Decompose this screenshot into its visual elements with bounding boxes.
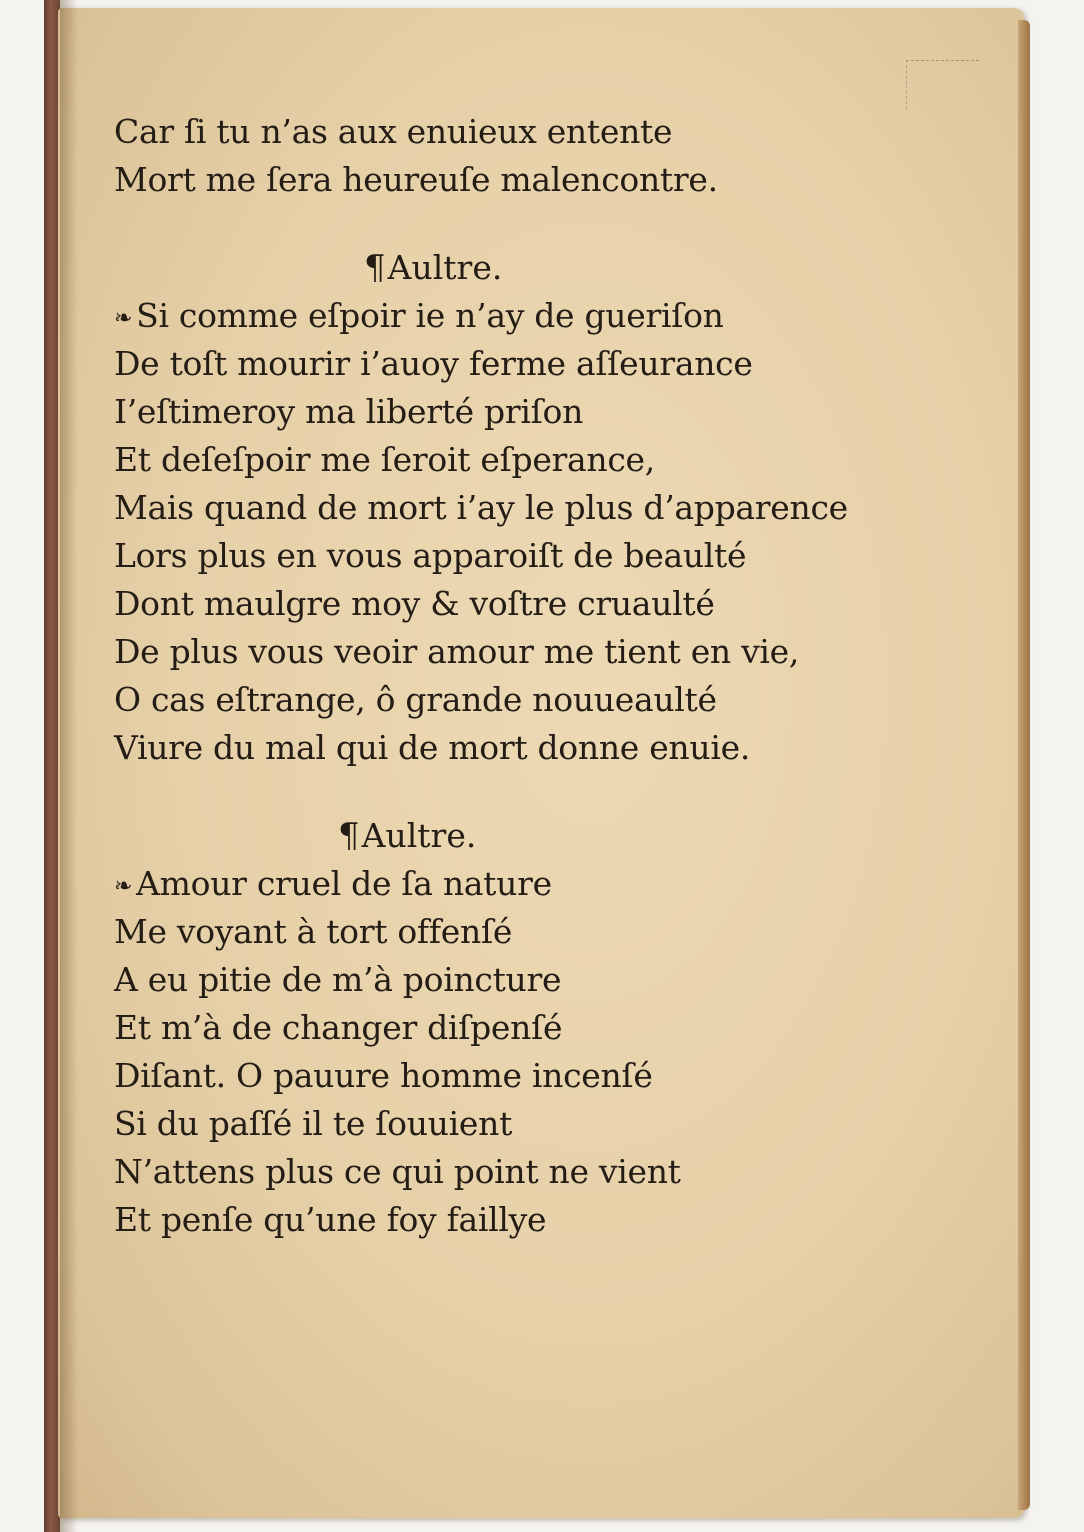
pilcrow-icon: ¶ [338,816,360,856]
verse-line: A eu pitie de m’à poincture [114,960,562,999]
book-page [58,8,1024,1518]
verse-line: Diſant. O pauure homme incenſé [114,1056,653,1095]
heading-text: Aultre. [361,816,477,855]
verse-line: Car ſi tu n’as aux enuieux entente [114,112,673,151]
verse-line: I’eſtimeroy ma liberté priſon [114,392,584,431]
verse-line: ❧ Amour cruel de ſa nature [114,860,974,908]
section-heading [114,812,974,860]
verse-line: De toſt mourir i’auoy ferme aſſeurance [114,344,753,383]
verse-line: Lors plus en vous apparoiſt de beaulté [114,536,747,575]
page-text [114,108,974,1244]
pilcrow-icon: ¶ [364,248,386,288]
verse-line: Et penſe qu’une foy faillye [114,1200,547,1239]
verse-line: ❧ Si comme eſpoir ie n’ay de gueriſon [114,292,974,340]
page-edge [1018,20,1030,1510]
verse-line: N’attens plus ce qui point ne vient [114,1152,681,1191]
verse-line: Mais quand de mort i’ay le plus d’apparence [114,488,848,527]
gutter-shadow [60,0,78,1532]
verse-line: Si du paſſé il te ſouuient [114,1104,513,1143]
verse-line: Mort me ſera heureuſe malencontre. [114,160,718,199]
verse-line: Et deſeſpoir me ſeroit eſperance, [114,440,655,479]
verse-line: De plus vous veoir amour me tient en vie, [114,632,800,671]
verse-line: Me voyant à tort offenſé [114,912,513,951]
verse-line: Viure du mal qui de mort donne enuie. [114,728,751,767]
printer-mark [906,60,979,109]
section-heading [114,244,974,292]
fleuron-icon: ❧ [114,306,133,331]
verse-line: Et m’à de changer diſpenſé [114,1008,563,1047]
fleuron-icon: ❧ [114,874,133,899]
verse-line: Dont maulgre moy & voſtre cruaulté [114,584,715,623]
heading-text: Aultre. [387,248,503,287]
verse-line: O cas eſtrange, ô grande nouueaulté [114,680,717,719]
